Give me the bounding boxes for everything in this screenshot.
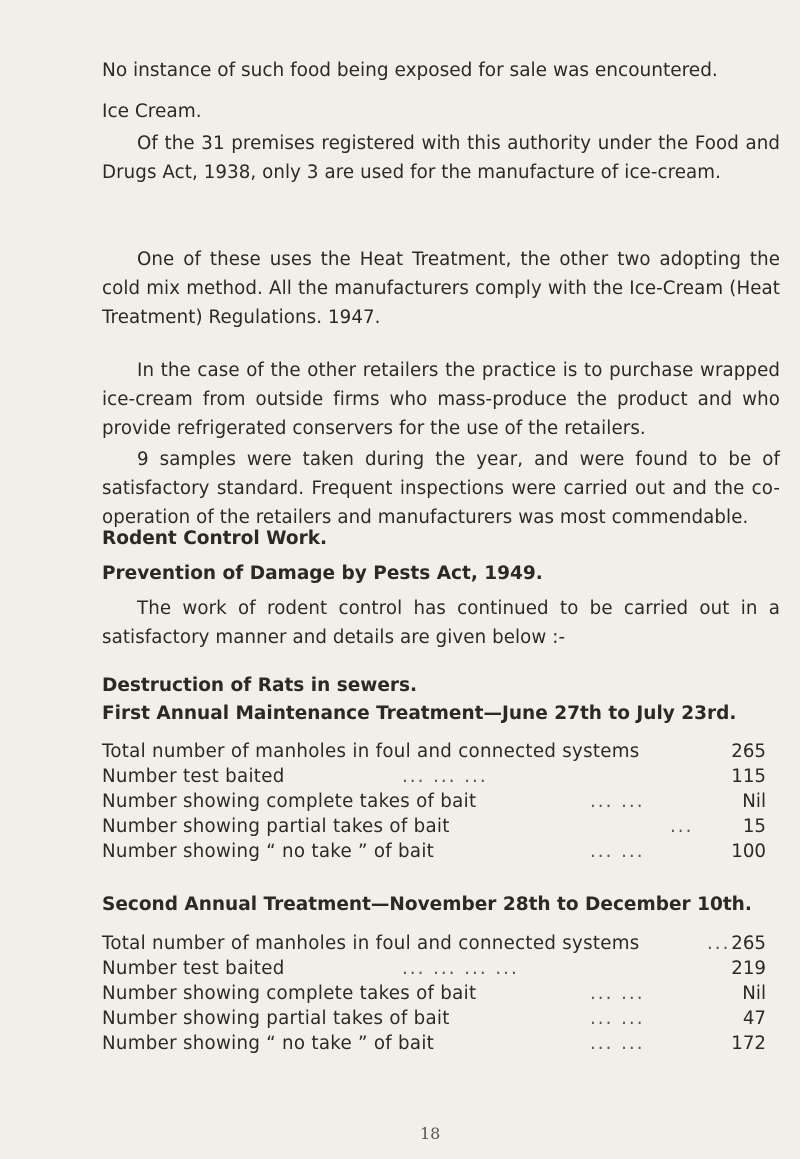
ice-cream-heading: Ice Cream. — [102, 101, 202, 122]
row-label: Number showing “ no take ” of bait — [102, 841, 435, 862]
row-leader: ... ... ... ... — [402, 958, 519, 979]
table-row — [102, 1033, 766, 1058]
table-row — [102, 1008, 766, 1033]
row-value: 15 — [742, 816, 766, 837]
ice-cream-paragraph-4: 9 samples were taken during the year, and were found to be of satisfactory standard. Frequent inspections were carried out and the co-operation of the retailers and manufacturers was most commendable. — [102, 449, 780, 528]
table-row — [102, 791, 766, 816]
row-value: Nil — [742, 791, 766, 812]
table-row — [102, 816, 766, 841]
page-number: 18 — [420, 1124, 441, 1143]
ice-cream-paragraph-2: One of these uses the Heat Treatment, the other two adopting the cold mix method. All the manufacturers comply with the Ice-Cream (Heat Treatment) Regulations. 1947. — [102, 249, 780, 328]
table-row — [102, 983, 766, 1008]
row-leader: ... — [670, 816, 694, 837]
row-value: 115 — [731, 766, 766, 787]
row-label: Number showing “ no take ” of bait — [102, 1033, 435, 1054]
row-label: Number showing partial takes of bait — [102, 816, 450, 837]
row-value: 100 — [731, 841, 766, 862]
row-leader: ... ... — [590, 841, 645, 862]
first-treatment-title: First Annual Maintenance Treatment—June 27th to July 23rd. — [102, 703, 737, 724]
row-label: Number showing partial takes of bait — [102, 1008, 450, 1029]
table-row — [102, 741, 766, 766]
row-leader: ... ... — [590, 983, 645, 1004]
row-label: Number test baited — [102, 766, 285, 787]
rodent-heading: Rodent Control Work. — [102, 528, 328, 549]
row-label: Total number of manholes in foul and connected systems — [102, 933, 640, 954]
table-row — [102, 933, 766, 958]
rodent-paragraph: The work of rodent control has continued to be carried out in a satisfactory manner and details are given below :- — [102, 598, 780, 648]
row-leader: ... ... — [590, 791, 645, 812]
ice-cream-paragraph-3: In the case of the other retailers the practice is to purchase wrapped ice-cream from outside firms who mass-produce the product and who provide refrigerated conservers for the use of the retailers. — [102, 360, 780, 439]
table-row — [102, 766, 766, 791]
row-label: Number test baited — [102, 958, 285, 979]
rodent-subheading: Prevention of Damage by Pests Act, 1949. — [102, 563, 543, 584]
row-value: 47 — [742, 1008, 766, 1029]
row-label: Number showing complete takes of bait — [102, 983, 477, 1004]
row-value: 265 — [731, 933, 766, 954]
first-treatment-table — [102, 741, 766, 866]
row-value: Nil — [742, 983, 766, 1004]
row-label: Total number of manholes in foul and connected systems — [102, 741, 640, 762]
row-leader: ... ... ... — [402, 766, 488, 787]
second-treatment-title: Second Annual Treatment—November 28th to December 10th. — [102, 894, 752, 915]
table-row — [102, 841, 766, 866]
second-treatment-table — [102, 933, 766, 1058]
row-leader: ... ... — [590, 1008, 645, 1029]
row-value: 265 — [731, 741, 766, 762]
row-value: 172 — [731, 1033, 766, 1054]
table-row — [102, 958, 766, 983]
opening-line: No instance of such food being exposed for sale was encountered. — [102, 60, 718, 81]
row-label: Number showing complete takes of bait — [102, 791, 477, 812]
row-leader: ... — [707, 933, 731, 954]
sewers-heading: Destruction of Rats in sewers. — [102, 675, 418, 696]
row-leader: ... ... — [590, 1033, 645, 1054]
ice-cream-paragraph-1: Of the 31 premises registered with this authority under the Food and Drugs Act, 1938, only 3 are used for the manufacture of ice-cream. — [102, 133, 780, 183]
row-value: 219 — [731, 958, 766, 979]
